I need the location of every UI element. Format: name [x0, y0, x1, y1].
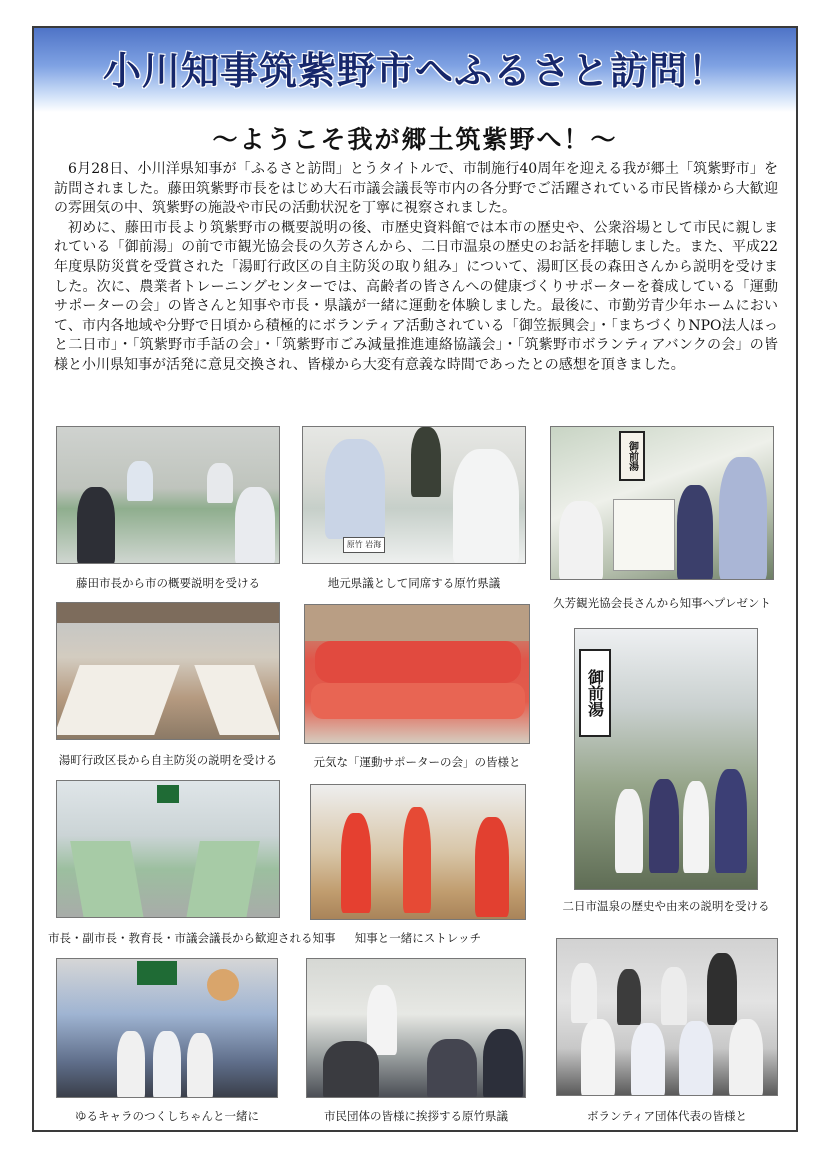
photo-prefectural-assemblyman [302, 426, 526, 564]
photo-greeting-citizens [306, 958, 526, 1098]
photo-welcome-by-officials [56, 780, 280, 918]
title-banner [34, 28, 796, 112]
photo-volunteer-representatives [556, 938, 778, 1096]
photo-caption: ゆるキャラのつくしちゃんと一緒に [75, 1109, 259, 1123]
photo-caption: 市民団体の皆様に挨拶する原竹県議 [324, 1109, 508, 1123]
photo-disaster-prevention-briefing [56, 602, 280, 740]
photo-mascot-tsukushi-chan [56, 958, 278, 1098]
photo-stretching [310, 784, 526, 920]
photo-briefing-by-mayor [56, 426, 280, 564]
photo-caption: 地元県議として同席する原竹県議 [327, 576, 501, 590]
photo-caption: 元気な「運動サポーターの会」の皆様と [313, 755, 521, 769]
page-title: 小川知事筑紫野市へふるさと訪問！ [102, 49, 727, 93]
photo-caption: 湯町行政区長から自主防災の説明を受ける [58, 753, 278, 767]
photo-caption: 市長・副市長・教育長・市議会議長から歓迎される知事 [48, 931, 336, 945]
photo-caption: 二日市温泉の歴史や由来の説明を受ける [562, 899, 770, 913]
page-subtitle: ～ようこそ我が郷土筑紫野へ！～ [212, 125, 618, 154]
article-paragraph: 初めに、藤田市長より筑紫野市の概要説明の後、市歴史資料館では本市の歴史や、公衆浴場として市民に親しまれている「御前湯」の前で市観光協会長の久芳さんから、二日市温泉の歴史のお話を拝聴しました。また、平成22年度県防災賞を受賞された「湯町行政区の自主防災の取り組み」について、湯町区長の森田さんから説明を受けました。次に、農業者トレーニングセンターでは、高齢者の皆さんへの健康づくりサポーターを養成している「運動サポーターの会」の皆さんと知事や市長・県議が一緒に運動を体験しました。最後に、市勤労青少年ホームにおいて、市内各地域や分野で日頃から積極的にボランティア活動されている「御笠振興会」・「まちづくりNPO法人ほっと二日市」・「筑紫野市手話の会」・「筑紫野市ごみ減量推進連絡協議会」・「筑紫野市ボランティアバンクの会」の皆様と小川県知事が活発に意見交換され、皆様から大変有意義な時間であったとの感想を頂きました。 [54, 219, 778, 373]
photo-exercise-supporters-group [304, 604, 530, 744]
photo-caption: 久芳観光協会長さんから知事へプレゼント [553, 596, 771, 610]
photo-caption: ボランティア団体代表の皆様と [586, 1109, 748, 1123]
article-paragraph: 6月28日、小川洋県知事が「ふるさと訪問」とうタイトルで、市制施行40周年を迎える我が郷土「筑紫野市」を訪問されました。藤田筑紫野市長をはじめ大石市議会議長等市内の各分野でご活躍されている市民皆様から大歓迎の雰囲気の中、筑紫野の施設や市民の活動状況を丁寧に視察されました。 [54, 161, 778, 217]
mascot-head [207, 969, 239, 1001]
nameplate: 原竹 岩海 [343, 537, 385, 553]
gozenyu-sign: 御前湯 [619, 431, 645, 481]
gozenyu-sign: 御前湯 [579, 649, 611, 737]
photo-onsen-history [574, 628, 758, 890]
calligraphy-board [613, 499, 675, 571]
photo-present-to-governor [550, 426, 774, 580]
photo-caption: 藤田市長から市の概要説明を受ける [76, 576, 260, 590]
page-frame [32, 26, 798, 1132]
photo-caption: 知事と一緒にストレッチ [354, 931, 482, 945]
article-body [54, 160, 778, 376]
